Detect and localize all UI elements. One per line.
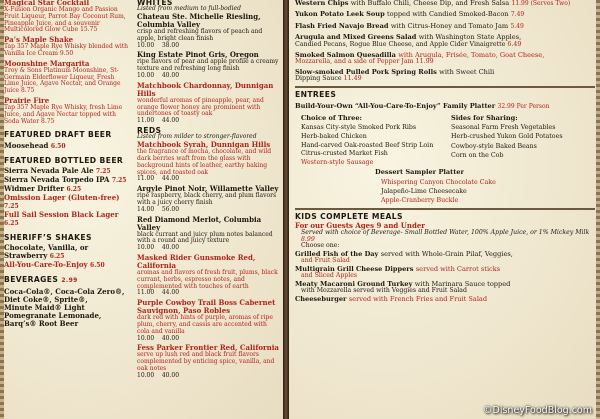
decorative-border-right bbox=[596, 0, 600, 419]
wine-glass-price: 10.00 bbox=[137, 244, 155, 252]
choice-heading: Choice of Three: bbox=[301, 113, 362, 122]
whites-subtitle: Listed from medium to full-bodied bbox=[137, 5, 241, 13]
starter-name: Yukon Potato Leek Soup bbox=[295, 10, 385, 19]
wine-name: Fess Parker Frontier Red, California bbox=[137, 343, 279, 353]
menu-right-page bbox=[289, 0, 600, 419]
starter-desc: with Citrus-Honey and Tomato Jam bbox=[390, 21, 509, 30]
cocktails-beer-column bbox=[4, 0, 131, 419]
choice-item: Citrus-crusted Market Fish bbox=[301, 150, 388, 158]
beverage-line: Diet Coke®, Sprite®, bbox=[4, 294, 88, 304]
salad-price: 6.49 bbox=[507, 40, 522, 48]
wine-bottle-price: 38.00 bbox=[161, 41, 180, 49]
kids-item-name: Grilled Fish of the Day bbox=[295, 250, 379, 259]
moonshine-name: Moonshine Margarita bbox=[4, 58, 90, 68]
starter-name: Flash Fried Navajo Bread bbox=[295, 21, 389, 30]
magical-star-name: Magical Star Cocktail bbox=[4, 0, 90, 7]
bottled-beer-price: 6.25 bbox=[4, 219, 19, 227]
bottled-beer-price: 6.25 bbox=[66, 185, 82, 193]
shakes-flavors: Chocolate, Vanilla, or bbox=[4, 243, 89, 253]
beverage-line: Minute Maid® Light bbox=[4, 302, 85, 312]
pas-maple-desc: Tap 357 Maple Rye Whisky blended with Vanilla Ice Cream bbox=[4, 43, 129, 57]
wine-desc: the fragrance of mocha, chocolate, and wild dark berries waft from the glass with background hints of leather, earthy baking spices, and toasted oak bbox=[137, 148, 272, 176]
wine-glass-price: 11.00 bbox=[137, 117, 155, 125]
wine-name: Matchbook Syrah, Dunnigan Hills bbox=[137, 140, 271, 150]
quesadilla-price: 11.99 bbox=[415, 58, 434, 66]
family-platter-price: 32.99 Per Person bbox=[497, 103, 550, 111]
wine-desc: aromas and flavors of fresh fruit, plums, black currant, herbs, espresso notes, and complemented with touches of earth bbox=[137, 268, 278, 290]
wine-name: Argyle Pinot Noir, Willamette Valley bbox=[137, 184, 279, 194]
bottled-beer-price: 7.25 bbox=[95, 167, 111, 175]
wine-bottle-price: 40.00 bbox=[161, 72, 180, 80]
kids-item-name: Meaty Macaroni Ground Turkey bbox=[295, 279, 413, 288]
reds-heading: REDS bbox=[137, 126, 162, 136]
draft-beer-heading: FEATURED DRAFT BEER bbox=[4, 130, 112, 140]
wine-bottle-price: 56.00 bbox=[161, 205, 180, 213]
wine-bottle-price: 44.00 bbox=[161, 117, 180, 125]
reds-subtitle: Listed from milder to stronger-flavored bbox=[137, 133, 257, 141]
wine-glass-price: 10.00 bbox=[137, 334, 155, 342]
divider bbox=[295, 208, 595, 210]
menu-left-page bbox=[0, 0, 283, 419]
moonshine-desc: Troy & Sons Platinum Moonshine, St-Germain Elderflower Liqueur, Fresh Lime Juice, Agave Nectar, and Orange Juice bbox=[4, 66, 121, 95]
wine-name: Purple Cowboy Trail Boss Cabernet Sauvignon, Paso Robles bbox=[137, 298, 276, 316]
shakes-price: 6.25 bbox=[49, 253, 65, 261]
sides-heading: Sides for Sharing: bbox=[451, 113, 518, 122]
wine-name: Matchbook Chardonnay, Dunnigan Hills bbox=[137, 80, 274, 98]
beverages-price: 2.99 bbox=[61, 277, 78, 285]
bottled-beer-price: 7.25 bbox=[111, 176, 127, 184]
wine-desc: serve up lush red and black fruit flavors complemented by enticing spice, vanilla, and oak notes bbox=[137, 351, 275, 372]
dessert-item: Whispering Canyon Chocolate Cake bbox=[381, 178, 496, 186]
spring-rolls-price: 11.49 bbox=[343, 75, 362, 83]
spring-rolls-name: Slow-smoked Pulled Pork Spring Rolls bbox=[295, 67, 437, 76]
dessert-item: Jalapeño-Lime Cheesecake bbox=[381, 188, 467, 196]
shakes-aycte: All-You-Care-To-Enjoy bbox=[4, 260, 88, 270]
bottled-beer-name: Full Sail Session Black Lager bbox=[4, 209, 119, 219]
wine-desc: wonderful aromas of pineapple, pear, and orange flower honey are prominent with undertones of toasty oak bbox=[137, 96, 264, 118]
wine-bottle-price: 40.00 bbox=[161, 244, 180, 252]
bottled-beer-name: Omission Lager (Gluten-free) bbox=[4, 192, 120, 202]
wine-glass-price: 11.00 bbox=[137, 289, 155, 297]
starter-price: 5.49 bbox=[510, 22, 524, 30]
kids-item-name: Multigrain Grill Cheese Dippers bbox=[295, 264, 414, 273]
shakes-flavor-strawberry: Strawberry bbox=[4, 251, 48, 261]
side-item: Corn on the Cob bbox=[451, 151, 504, 159]
starter-price: 11.99 (Serves Two) bbox=[511, 0, 571, 7]
kids-item-desc: served with Whole-Grain Pilaf, Veggies, bbox=[380, 250, 513, 259]
shakes-heading: SHERIFF’S SHAKES bbox=[4, 232, 92, 242]
wine-glass-price: 10.00 bbox=[137, 371, 155, 379]
magical-star-price: 15.75 bbox=[80, 26, 98, 34]
wine-name: King Estate Pinot Gris, Oregon bbox=[137, 50, 259, 60]
dessert-heading: Dessert Sampler Platter bbox=[375, 168, 464, 177]
quesadilla-desc-2: Mozzarella, and a side of Pepper Jam bbox=[295, 58, 414, 66]
wine-column bbox=[137, 0, 279, 419]
wine-bottle-price: 40.00 bbox=[161, 334, 180, 342]
salad-desc-2: Candied Pecans, Rogue Blue Cheese, and Apple Cider Vinaigrette bbox=[295, 40, 506, 48]
whites-heading: WHITES bbox=[137, 0, 173, 7]
family-platter-title: Build-Your-Own “All-You-Care-To-Enjoy” Family Platter bbox=[295, 102, 496, 111]
prairie-fire-desc: Tap 357 Maple Rye Whisky, fresh Lime Juice, and Agave Nectar topped with Soda Water bbox=[4, 103, 123, 125]
kids-item-desc-2: and Sliced Apples bbox=[301, 271, 358, 279]
spring-rolls-desc-2: Dipping Sauce bbox=[295, 75, 342, 83]
quesadilla-desc: with Arugula, Frisée, Tomato, Goat Cheese, bbox=[398, 50, 545, 59]
wine-name: Masked Rider Gunsmoke Red, California bbox=[137, 252, 256, 270]
kids-price: 8.99 bbox=[301, 235, 315, 243]
wine-desc: dark red with hints of purple, aromas of ripe plum, cherry, and cassis are accented with cola and vanilla bbox=[137, 314, 273, 335]
side-item: Cowboy-style Baked Beans bbox=[451, 142, 537, 150]
bottled-beer-name: Sierra Nevada Torpedo IPA bbox=[4, 174, 110, 184]
starter-price: 7.49 bbox=[510, 11, 525, 19]
beverage-line: Coca-Cola®, Coca-Cola Zero®, bbox=[4, 286, 125, 296]
spring-rolls-desc: with Sweet Chili bbox=[439, 67, 495, 76]
wine-bottle-price: 40.00 bbox=[161, 371, 180, 379]
kids-served-with: Served with choice of Beverage- Small Bottled Water, 100% Apple Juice, or 1% Mickey Milk bbox=[301, 228, 590, 236]
moosehead-price: 6.50 bbox=[50, 142, 66, 150]
moonshine-price: 8.75 bbox=[21, 87, 35, 95]
wine-glass-price: 14.00 bbox=[137, 205, 155, 213]
starter-desc: with Buffalo Chili, Cheese Dip, and Fresh Salsa bbox=[350, 0, 510, 7]
watermark-text: ©DisneyFoodBlog.com bbox=[483, 405, 592, 416]
beverage-line: Pomegranate Lemonade, bbox=[4, 310, 102, 320]
wine-bottle-price: 44.00 bbox=[161, 175, 180, 183]
entrees-heading: ENTREES bbox=[295, 90, 337, 100]
dessert-item: Apple-Cranberry Buckle bbox=[381, 197, 459, 205]
divider bbox=[295, 86, 595, 88]
choice-item: Western-style Sausage bbox=[301, 159, 374, 167]
kids-item-desc: with Marinara Sauce topped bbox=[414, 279, 511, 288]
choice-item: Hand-carved Oak-roasted Beef Strip Loin bbox=[301, 141, 434, 149]
wine-name: Chateau Ste. Michelle Riesling, Columbia Valley bbox=[137, 12, 261, 30]
side-item: Seasonal Farm Fresh Vegetables bbox=[451, 124, 556, 132]
pas-maple-price: 9.50 bbox=[59, 49, 74, 57]
kids-choose-one: Choose one: bbox=[301, 242, 340, 250]
wine-glass-price: 10.00 bbox=[137, 72, 155, 80]
side-item: Herb-crushed Yukon Gold Potatoes bbox=[451, 133, 563, 141]
wine-glass-price: 11.00 bbox=[137, 175, 155, 183]
prairie-fire-name: Prairie Fire bbox=[4, 95, 50, 105]
wine-desc: ripe raspberry, black cherry, and plum flavors with a juicy cherry finish bbox=[137, 192, 277, 206]
wine-bottle-price: 44.00 bbox=[161, 289, 180, 297]
shakes-aycte-price: 6.50 bbox=[90, 262, 105, 270]
kids-subtitle: For our Guests Ages 9 and Under bbox=[295, 220, 425, 230]
prairie-fire-price: 8.75 bbox=[41, 117, 55, 125]
wine-desc: crisp and refreshing flavors of peach and apple, bright clean finish bbox=[137, 28, 263, 42]
kids-item-desc-2: with Mozzarella served with Veggies and Fruit Salad bbox=[301, 286, 467, 294]
choice-item: Kansas City-style Smoked Pork Ribs bbox=[301, 124, 417, 132]
kids-heading: KIDS COMPLETE MEALS bbox=[295, 212, 403, 222]
wine-desc: ripe flavors of pear and apple profile a creamy texture and refreshing long finish bbox=[137, 58, 279, 73]
bottled-beer-price: 7.25 bbox=[4, 202, 19, 210]
moosehead-name: Moosehead bbox=[4, 140, 49, 150]
starter-name: Western Chips bbox=[295, 0, 349, 7]
bottled-beer-name: Widmer Drifter bbox=[4, 183, 65, 193]
bottled-beer-heading: FEATURED BOTTLED BEER bbox=[4, 155, 124, 165]
salad-name: Arugula and Mixed Greens Salad bbox=[295, 33, 417, 42]
wine-desc: black currant and juicy plum notes balanced with a round and juicy texture bbox=[137, 230, 273, 245]
magical-star-desc: X-Fusion Organic Mango and Passion Fruit Liqueur, Parrot Bay Coconut Rum, Pineapple Juice, and a souvenir Multicolored Glow Cube bbox=[4, 6, 126, 34]
kids-item-desc: served with French Fries and Fruit Salad bbox=[348, 294, 488, 303]
pas-maple-name: Pa’s Maple Shake bbox=[4, 35, 74, 45]
wine-glass-price: 10.00 bbox=[137, 41, 155, 49]
kids-item-desc: served with Carrot sticks bbox=[415, 264, 501, 273]
beverages-heading: BEVERAGES bbox=[4, 275, 59, 285]
salad-desc: with Washington State Apples, bbox=[418, 33, 522, 42]
beverage-line: Barq’s® Root Beer bbox=[4, 318, 79, 328]
wine-name: Red Diamond Merlot, Columbia Valley bbox=[137, 214, 262, 232]
choice-item: Herb-baked Chicken bbox=[301, 133, 367, 141]
kids-item-name: Cheeseburger bbox=[295, 294, 347, 303]
kids-item-desc-2: and Fruit Salad bbox=[301, 257, 350, 265]
bottled-beer-name: Sierra Nevada Pale Ale bbox=[4, 165, 94, 175]
food-column bbox=[295, 0, 595, 419]
starter-desc: topped with Candied Smoked-Bacon bbox=[386, 10, 509, 19]
quesadilla-name: Smoked Salmon Quesadilla bbox=[295, 50, 396, 59]
